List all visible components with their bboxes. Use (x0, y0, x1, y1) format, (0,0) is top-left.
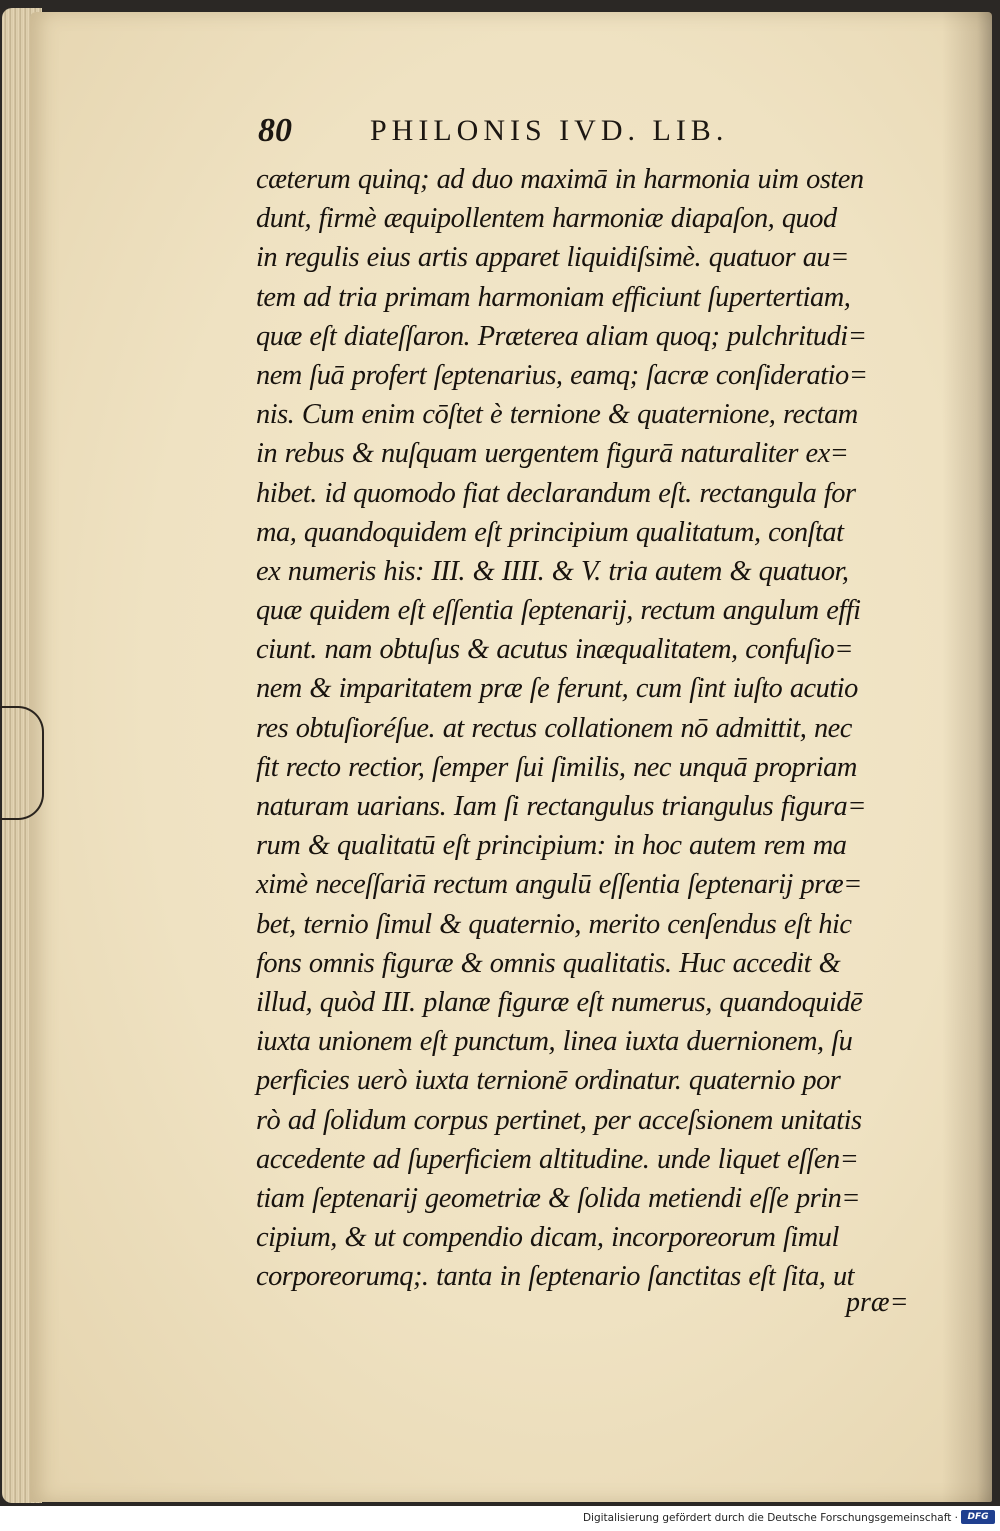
text-line: illud, quòd III. planæ figuræ eſt numerus, quandoquidē (256, 986, 863, 1018)
text-block (256, 160, 916, 1296)
text-line: rò ad ſolidum corpus pertinet, per acceſsionem unitatis (256, 1104, 862, 1136)
text-line: nem ſuā profert ſeptenarius, eamq; ſacræ conſideratio= (256, 359, 868, 391)
text-line: ciunt. nam obtuſus & acutus inæqualitatem, confuſio= (256, 634, 853, 666)
page-header (258, 112, 878, 156)
text-line: in regulis eius artis apparet liquidiſsimè. quatuor au= (256, 242, 849, 274)
text-line: quæ quidem eſt eſſentia ſeptenarij, rectum angulum effi (256, 595, 861, 627)
catchword: præ= (846, 1287, 909, 1318)
gutter-shadow (942, 12, 992, 1502)
text-line: naturam uarians. Iam ſi rectangulus triangulus figura= (256, 791, 866, 822)
text-line: ex numeris his: III. & IIII. & V. tria autem & quatuor, (256, 555, 849, 587)
text-line: cæterum quinq; ad duo maximā in harmonia uim osten (256, 164, 864, 195)
text-line: iuxta unionem eſt punctum, linea iuxta duernionem, ſu (256, 1026, 853, 1058)
text-line: accedente ad ſuperficiem altitudine. unde liquet eſſen= (256, 1143, 859, 1175)
text-line: corporeorumq;. tanta in ſeptenario ſanctitas eſt ſita, ut (256, 1261, 855, 1293)
text-line: dunt, firmè æquipollentem harmoniæ diapaſon, quod (256, 203, 837, 235)
text-line: tem ad tria primam harmoniam efficiunt ſupertertiam, (256, 281, 851, 313)
text-line: rum & qualitatū eſt principium: in hoc autem rem ma (256, 830, 847, 862)
text-line: tiam ſeptenarij geometriæ & ſolida metiendi eſſe prin= (256, 1182, 860, 1214)
dfg-logo: DFG (961, 1510, 995, 1524)
text-line: ma, quandoquidem eſt principium qualitatum, conſtat (256, 516, 844, 548)
text-line: nis. Cum enim cōſtet è ternione & quaternione, rectam (256, 399, 858, 431)
text-line: fit recto rectior, ſemper ſui ſimilis, nec unquā propriam (256, 751, 857, 783)
running-head: PHILONIS IVD. LIB. (370, 114, 729, 147)
text-line: ximè neceſſariā rectum angulū eſſentia ſeptenarij præ= (256, 869, 862, 901)
clasp-strap (0, 706, 44, 820)
text-line: res obtuſioréſue. at rectus collationem nō admittit, nec (256, 712, 852, 744)
text-line: in rebus & nuſquam uergentem figurā naturaliter ex= (256, 438, 849, 470)
text-line: fons omnis figuræ & omnis qualitatis. Huc accedit & (256, 947, 841, 979)
folio-number: 80 (258, 112, 292, 149)
text-line: bet, ternio ſimul & quaternio, merito cenſendus eſt hic (256, 908, 852, 940)
footer-credit: Digitalisierung gefördert durch die Deutsche Forschungsgemeinschaft · (582, 1512, 958, 1524)
text-line: quæ eſt diateſſaron. Præterea aliam quoq; pulchritudi= (256, 320, 867, 352)
text-line: nem & imparitatem præ ſe ferunt, cum ſint iuſto acutio (256, 673, 858, 705)
text-line: cipium, & ut compendio dicam, incorporeorum ſimul (256, 1222, 839, 1254)
text-line: hibet. id quomodo fiat declarandum eſt. rectangula for (256, 477, 856, 509)
text-line: perficies uerò iuxta ternionē ordinatur. quaternio por (256, 1065, 841, 1097)
